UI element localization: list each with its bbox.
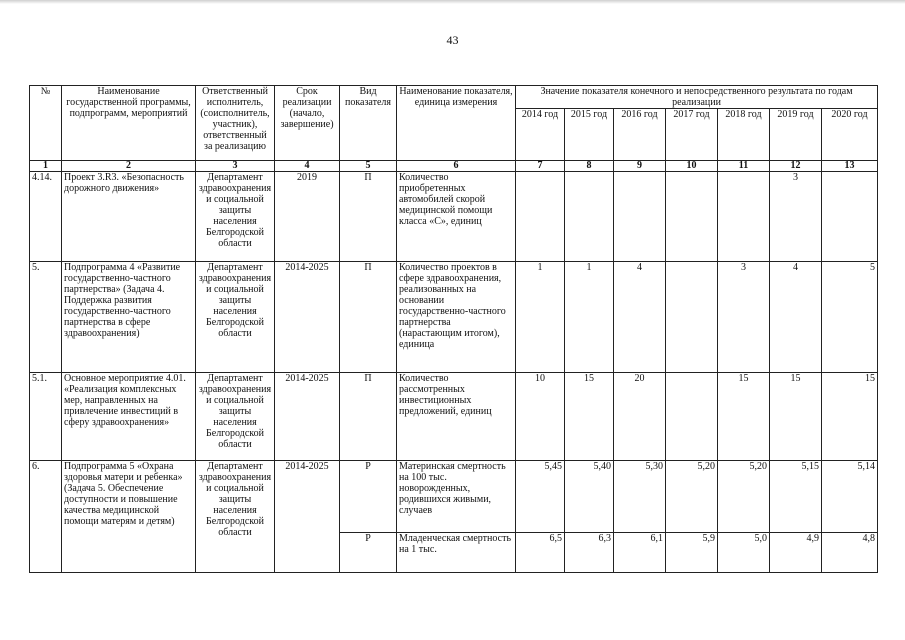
value-cell xyxy=(666,262,718,373)
value-cell: 10 xyxy=(516,373,565,461)
value-cell: 15 xyxy=(822,373,878,461)
header-values-group: Значение показателя конечного и непосредственного результата по годам реализации xyxy=(516,86,878,109)
index-cell: 10 xyxy=(666,161,718,172)
header-kind: Вид показателя xyxy=(340,86,397,161)
index-cell: 12 xyxy=(770,161,822,172)
row-kind: П xyxy=(340,262,397,373)
value-cell: 5,9 xyxy=(666,533,718,573)
value-cell: 1 xyxy=(516,262,565,373)
value-cell: 5,0 xyxy=(718,533,770,573)
value-cell: 5,20 xyxy=(666,461,718,533)
page-number: 43 xyxy=(446,33,459,47)
value-cell: 15 xyxy=(770,373,822,461)
header-no: № xyxy=(30,86,62,161)
index-cell: 9 xyxy=(614,161,666,172)
value-cell: 5,30 xyxy=(614,461,666,533)
header-program: Наименование государственной программы, подпрограмм, мероприятий xyxy=(62,86,196,161)
header-year: 2017 год xyxy=(666,109,718,161)
value-cell xyxy=(718,172,770,262)
header-year: 2019 год xyxy=(770,109,822,161)
value-cell xyxy=(666,172,718,262)
index-cell: 6 xyxy=(397,161,516,172)
row-executor: Департамент здравоохранения и социальной защиты населения Белгородской области xyxy=(196,172,275,262)
value-cell: 4,9 xyxy=(770,533,822,573)
value-cell: 5,15 xyxy=(770,461,822,533)
header-year: 2020 год xyxy=(822,109,878,161)
row-term: 2019 xyxy=(275,172,340,262)
value-cell: 5,20 xyxy=(718,461,770,533)
index-cell: 4 xyxy=(275,161,340,172)
value-cell: 5,14 xyxy=(822,461,878,533)
value-cell xyxy=(565,172,614,262)
row-kind: Р xyxy=(340,533,397,573)
index-cell: 8 xyxy=(565,161,614,172)
index-cell: 13 xyxy=(822,161,878,172)
row-kind: П xyxy=(340,172,397,262)
row-number: 5.1. xyxy=(30,373,62,461)
row-number: 5. xyxy=(30,262,62,373)
value-cell: 20 xyxy=(614,373,666,461)
value-cell: 3 xyxy=(718,262,770,373)
row-number: 4.14. xyxy=(30,172,62,262)
value-cell: 1 xyxy=(565,262,614,373)
row-term: 2014-2025 xyxy=(275,262,340,373)
header-year: 2014 год xyxy=(516,109,565,161)
value-cell: 4 xyxy=(770,262,822,373)
header-indicator: Наименование показателя, единица измерения xyxy=(397,86,516,161)
table-row xyxy=(30,461,878,533)
header-year: 2015 год xyxy=(565,109,614,161)
row-program: Основное мероприятие 4.01. «Реализация комплексных мер, направленных на привлечение инвестиций в сферу здравоохранения» xyxy=(62,373,196,461)
row-executor: Департамент здравоохранения и социальной защиты населения Белгородской области xyxy=(196,373,275,461)
row-number: 6. xyxy=(30,461,62,573)
value-cell xyxy=(666,373,718,461)
row-kind: П xyxy=(340,373,397,461)
row-term: 2014-2025 xyxy=(275,461,340,573)
value-cell xyxy=(516,172,565,262)
row-program: Подпрограмма 5 «Охрана здоровья матери и ребенка» (Задача 5. Обеспечение доступности и повышение качества медицинской помощи матерям и детям) xyxy=(62,461,196,573)
table-row xyxy=(30,373,878,461)
index-cell: 2 xyxy=(62,161,196,172)
row-executor: Департамент здравоохранения и социальной защиты населения Белгородской области xyxy=(196,262,275,373)
value-cell: 6,3 xyxy=(565,533,614,573)
value-cell: 4 xyxy=(614,262,666,373)
row-indicator: Количество рассмотренных инвестиционных предложений, единиц xyxy=(397,373,516,461)
value-cell: 6,5 xyxy=(516,533,565,573)
value-cell: 5 xyxy=(822,262,878,373)
row-executor: Департамент здравоохранения и социальной защиты населения Белгородской области xyxy=(196,461,275,573)
value-cell: 6,1 xyxy=(614,533,666,573)
row-indicator: Материнская смертность на 100 тыс. новорожденных, родившихся живыми, случаев xyxy=(397,461,516,533)
index-cell: 3 xyxy=(196,161,275,172)
row-indicator: Младенческая смертность на 1 тыс. xyxy=(397,533,516,573)
scan-edge xyxy=(0,0,905,4)
value-cell: 4,8 xyxy=(822,533,878,573)
value-cell xyxy=(822,172,878,262)
index-cell: 5 xyxy=(340,161,397,172)
table-row xyxy=(30,172,878,262)
row-indicator: Количество проектов в сфере здравоохранения, реализованных на основании государственно-частного партнерства (нарастающим итогом), единица xyxy=(397,262,516,373)
row-indicator: Количество приобретенных автомобилей скорой медицинской помощи класса «С», единиц xyxy=(397,172,516,262)
header-year: 2016 год xyxy=(614,109,666,161)
row-kind: Р xyxy=(340,461,397,533)
index-cell: 7 xyxy=(516,161,565,172)
row-term: 2014-2025 xyxy=(275,373,340,461)
value-cell: 5,45 xyxy=(516,461,565,533)
header-executor: Ответственный исполнитель, (соисполнитель, участник), ответственный за реализацию xyxy=(196,86,275,161)
value-cell xyxy=(614,172,666,262)
value-cell: 3 xyxy=(770,172,822,262)
row-program: Проект 3.R3. «Безопасность дорожного движения» xyxy=(62,172,196,262)
row-program: Подпрограмма 4 «Развитие государственно-частного партнерства» (Задача 4. Поддержка развития государственно-частного партнерства в сфере здравоохранения) xyxy=(62,262,196,373)
table-row xyxy=(30,262,878,373)
header-year: 2018 год xyxy=(718,109,770,161)
header-term: Срок реализации (начало, завершение) xyxy=(275,86,340,161)
value-cell: 5,40 xyxy=(565,461,614,533)
index-cell: 11 xyxy=(718,161,770,172)
value-cell: 15 xyxy=(565,373,614,461)
value-cell: 15 xyxy=(718,373,770,461)
index-cell: 1 xyxy=(30,161,62,172)
indicator-table xyxy=(29,85,878,573)
